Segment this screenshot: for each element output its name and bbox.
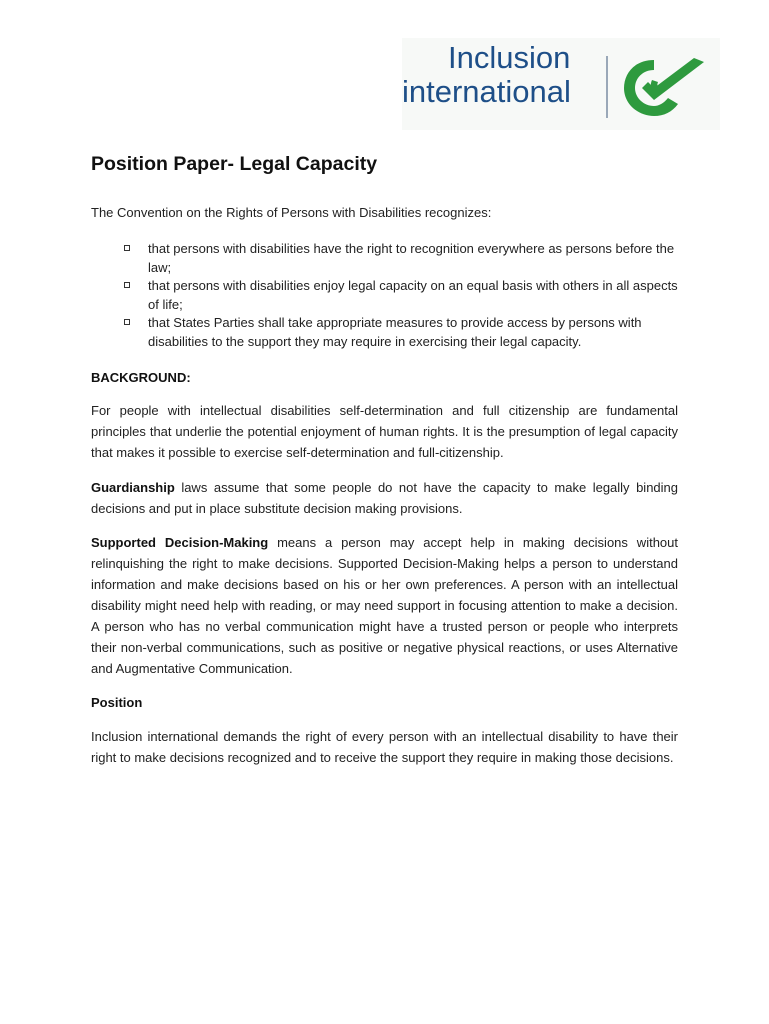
logo-swoosh-icon — [620, 54, 708, 122]
position-paragraph: Inclusion international demands the right of every person with an intellectual disability to have their right to make decisions recognized and to receive the support they require in making those decisions. — [91, 729, 678, 765]
background-paragraph: For people with intellectual disabilities self-determination and full citizenship are fundamental principles that underlie the potential enjoyment of human rights. It is the presumption of legal capacity that makes it possible to exercise self-determination and full-citizenship. — [91, 403, 678, 460]
guardianship-paragraph — [91, 477, 678, 519]
supported-decision-making-paragraph — [91, 532, 678, 679]
page-title: Position Paper- Legal Capacity — [91, 153, 378, 175]
list-item-text: that persons with disabilities enjoy legal capacity on an equal basis with others in all aspects of life; — [148, 278, 678, 312]
logo-line-1: Inclusion — [448, 40, 571, 75]
logo-divider — [606, 56, 608, 118]
guardianship-text: laws assume that some people do not have the capacity to make legally binding decisions and put in place substitute decision making provisions. — [91, 480, 678, 516]
list-item — [124, 314, 684, 351]
intro-text: The Convention on the Rights of Persons with Disabilities recognizes: — [91, 205, 492, 220]
square-bullet-icon — [124, 282, 130, 288]
background-heading: BACKGROUND: — [91, 370, 191, 385]
list-item-text: that States Parties shall take appropriate measures to provide access by persons with disabilities to the support they may require in exercising their legal capacity. — [148, 315, 642, 349]
sdm-text: means a person may accept help in making decisions without relinquishing the right to make decisions. Supported Decision-Making helps a person to understand information and make decisions based on his or her own preferences. A person with an intellectual disability might need help with reading, or may need support in focusing attention to make a decision. A person who has no verbal communication might have a trusted person or people who interprets their non-verbal communications, such as positive or negative physical reactions, or uses Alternative and Augmentative Communication. — [91, 535, 678, 676]
list-item — [124, 277, 684, 314]
guardianship-term: Guardianship — [91, 480, 175, 495]
recognition-list — [124, 240, 684, 351]
position-heading: Position — [91, 695, 143, 710]
inclusion-international-logo — [402, 38, 720, 130]
square-bullet-icon — [124, 245, 130, 251]
list-item — [124, 240, 684, 277]
logo-line-2: international — [402, 74, 571, 109]
square-bullet-icon — [124, 319, 130, 325]
sdm-term: Supported Decision-Making — [91, 535, 269, 550]
list-item-text: that persons with disabilities have the right to recognition everywhere as persons before the law; — [148, 241, 675, 275]
